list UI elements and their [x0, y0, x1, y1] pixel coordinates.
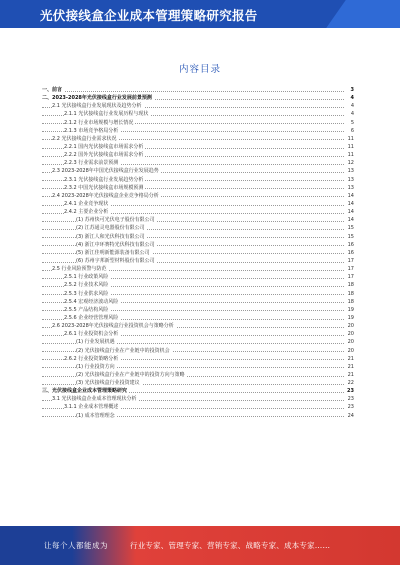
toc-entry[interactable]	[42, 379, 354, 387]
toc-entry-page: 11	[347, 143, 354, 150]
toc-entry[interactable]	[42, 412, 354, 420]
toc-entry-page: 6	[350, 127, 354, 134]
toc-entry-page: 18	[347, 298, 354, 305]
toc-entry[interactable]	[42, 192, 354, 200]
toc-entry-label: (5) 浙江佳明新能源装备有限公司	[76, 249, 150, 256]
toc-entry[interactable]	[42, 176, 354, 184]
toc-entry[interactable]	[42, 216, 354, 224]
toc-entry-label: 2.3.1 光伏接线盒行业发展趋势分析	[64, 176, 144, 183]
table-of-contents	[42, 86, 354, 420]
toc-entry-label: 2.2.3 行业需求前景预测	[64, 160, 119, 167]
toc-entry-page: 17	[347, 257, 354, 264]
toc-entry[interactable]	[42, 167, 354, 175]
toc-entry-label: (2) 光伏接线盒行业在产业链中的投资机会	[76, 347, 170, 354]
toc-entry[interactable]	[42, 355, 354, 363]
header-accent-stripe	[326, 0, 400, 28]
report-header-banner	[0, 0, 400, 28]
toc-entry-label: 2.5.4 宏观经济波动风险	[64, 298, 119, 305]
toc-entry[interactable]	[42, 395, 354, 403]
toc-entry-page: 3	[350, 87, 354, 93]
toc-entry-page: 14	[347, 217, 354, 224]
toc-entry-page: 20	[347, 331, 354, 338]
toc-entry[interactable]	[42, 281, 354, 289]
toc-entry-page: 4	[350, 103, 354, 110]
toc-entry[interactable]	[42, 314, 354, 322]
toc-entry-label: (1) 行业投资方向	[76, 363, 115, 370]
toc-entry-page: 11	[347, 135, 354, 142]
toc-entry[interactable]	[42, 151, 354, 159]
toc-entry-label: 2.5.6 企业经营管理风险	[64, 314, 119, 321]
toc-entry[interactable]	[42, 184, 354, 192]
toc-entry-page: 11	[347, 152, 354, 159]
toc-entry-label: 2.3 2023-2028年中国光伏接线盒行业发展趋势	[52, 168, 159, 175]
report-title: 光伏接线盒企业成本管理策略研究报告	[40, 8, 258, 23]
toc-entry-page: 21	[347, 363, 354, 370]
toc-heading: 内容目录	[178, 64, 221, 75]
toc-entry-label: 2.1.3 市场竞争格局分析	[64, 127, 119, 134]
toc-entry-page: 16	[347, 249, 354, 256]
toc-entry-label: 2.1 光伏接线盒行业发展现状及趋势分析	[52, 103, 142, 110]
toc-entry-page: 5	[350, 119, 354, 126]
toc-entry-label: (2) 江苏通灵电器股份有限公司	[76, 225, 145, 232]
toc-entry-label: (1) 苏州快可光伏电子股份有限公司	[76, 217, 155, 224]
toc-entry-page: 21	[347, 355, 354, 362]
toc-entry[interactable]	[42, 290, 354, 298]
toc-entry-label: 2.5.5 产品结构风险	[64, 306, 109, 313]
toc-entry[interactable]	[42, 208, 354, 216]
toc-entry[interactable]	[42, 110, 354, 118]
toc-entry-label: (6) 苏州宇邦新型材料股份有限公司	[76, 257, 155, 264]
toc-entry[interactable]	[42, 298, 354, 306]
toc-entry[interactable]	[42, 102, 354, 110]
toc-entry[interactable]	[42, 94, 354, 102]
toc-entry-label: 2.5.3 行业供求风险	[64, 290, 109, 297]
toc-entry-label: 2.5.2 行业技术风险	[64, 282, 109, 289]
toc-entry-page: 19	[347, 306, 354, 313]
toc-entry-label: (3) 光伏接线盒行业投资建议	[76, 380, 140, 387]
toc-entry[interactable]	[42, 322, 354, 330]
toc-entry-label: 三、光伏接线盒企业成本管理策略研究	[42, 388, 128, 395]
toc-entry[interactable]	[42, 387, 354, 395]
toc-entry[interactable]	[42, 135, 354, 143]
toc-entry[interactable]	[42, 265, 354, 273]
toc-entry[interactable]	[42, 127, 354, 135]
toc-entry-page: 20	[347, 339, 354, 346]
toc-entry-label: 3.1.1 企业成本管理概述	[64, 404, 119, 411]
toc-entry-label: (3) 浙江人和光伏科技有限公司	[76, 233, 145, 240]
toc-entry-page: 15	[347, 225, 354, 232]
toc-entry-label: (1) 成本管理理念	[76, 412, 115, 419]
toc-entry-page: 20	[347, 347, 354, 354]
toc-entry-page: 14	[347, 192, 354, 199]
toc-entry-label: 2.2 光伏接线盒行业需求状况	[52, 135, 117, 142]
toc-entry-label: 3.1 光伏接线盒企业成本管理现状分析	[52, 396, 137, 403]
toc-entry[interactable]	[42, 200, 354, 208]
toc-entry-label: 2.2.1 国内光伏接线盒市场需求分析	[64, 143, 144, 150]
toc-entry-label: (1) 行业发展机遇	[76, 339, 115, 346]
toc-entry-page: 13	[347, 184, 354, 191]
toc-entry[interactable]	[42, 338, 354, 346]
toc-entry-label: (4) 浙江中环赛特光伏科技有限公司	[76, 241, 155, 248]
toc-entry-label: 2.5 行业风险预警与防范	[52, 266, 107, 273]
toc-entry-page: 13	[347, 168, 354, 175]
toc-entry-page: 16	[347, 241, 354, 248]
toc-entry-page: 24	[347, 412, 354, 419]
toc-entry-page: 19	[347, 314, 354, 321]
toc-entry-label: 2.4 2023-2028年光伏接线盒企业竞争格局分析	[52, 192, 159, 199]
toc-entry-page: 23	[347, 404, 354, 411]
toc-entry-page: 4	[350, 111, 354, 118]
toc-entry-page: 14	[347, 209, 354, 216]
toc-entry[interactable]	[42, 330, 354, 338]
toc-entry-page: 17	[347, 274, 354, 281]
toc-entry[interactable]	[42, 403, 354, 411]
toc-entry-page: 18	[347, 290, 354, 297]
toc-entry-page: 18	[347, 282, 354, 289]
toc-entry-label: (2) 光伏接线盒行业在产业链中的投资方向与策略	[76, 371, 185, 378]
footer-slogan: 让每个人都能成为	[44, 541, 108, 550]
toc-entry[interactable]	[42, 86, 354, 94]
toc-entry[interactable]	[42, 249, 354, 257]
toc-entry[interactable]	[42, 143, 354, 151]
footer-roles: 行业专家、管理专家、营销专家、战略专家、成本专家……	[130, 541, 331, 550]
toc-entry[interactable]	[42, 119, 354, 127]
toc-entry[interactable]	[42, 257, 354, 265]
toc-entry-page: 12	[347, 160, 354, 167]
toc-entry-label: 一、前言	[42, 87, 63, 93]
toc-entry[interactable]	[42, 306, 354, 314]
toc-entry-label: 2.6.2 行业投资策略分析	[64, 355, 119, 362]
toc-entry-page: 17	[347, 266, 354, 273]
toc-entry-label: 2.1.1 光伏接线盒行业发展历程与现状	[64, 111, 149, 118]
toc-entry-label: 2.1.2 行业市场规模与增长情况	[64, 119, 134, 126]
toc-entry-label: 二、2023-2028年光伏接线盒行业发展前景预测	[42, 95, 152, 102]
toc-entry-page: 21	[347, 371, 354, 378]
toc-entry-label: 2.5.1 行业政策风险	[64, 274, 109, 281]
toc-entry-page: 22	[347, 380, 354, 387]
toc-entry-page: 15	[347, 233, 354, 240]
toc-entry[interactable]	[42, 363, 354, 371]
toc-entry[interactable]	[42, 159, 354, 167]
toc-entry[interactable]	[42, 347, 354, 355]
toc-entry[interactable]	[42, 371, 354, 379]
toc-entry[interactable]	[42, 224, 354, 232]
toc-dot-leader	[42, 91, 344, 92]
toc-entry-label: 2.6.1 行业投资机会分析	[64, 331, 119, 338]
toc-entry-page: 14	[347, 200, 354, 207]
toc-entry-page: 4	[350, 95, 354, 102]
toc-entry-label: 2.4.1 企业竞争现状	[64, 200, 109, 207]
toc-entry-label: 2.4.2 主要企业分析	[64, 209, 109, 216]
toc-entry-label: 2.3.2 中国光伏接线盒市场规模预测	[64, 184, 144, 191]
toc-entry-page: 23	[347, 388, 354, 395]
toc-entry-label: 2.6 2023-2028年光伏接线盒行业投资机会与策略分析	[52, 323, 174, 330]
toc-entry-label: 2.2.2 国外光伏接线盒市场需求分析	[64, 152, 144, 159]
toc-entry-page: 20	[347, 323, 354, 330]
toc-entry[interactable]	[42, 241, 354, 249]
footer-banner	[0, 526, 400, 565]
toc-entry[interactable]	[42, 233, 354, 241]
toc-entry[interactable]	[42, 273, 354, 281]
toc-entry-page: 13	[347, 176, 354, 183]
toc-entry-page: 23	[347, 396, 354, 403]
